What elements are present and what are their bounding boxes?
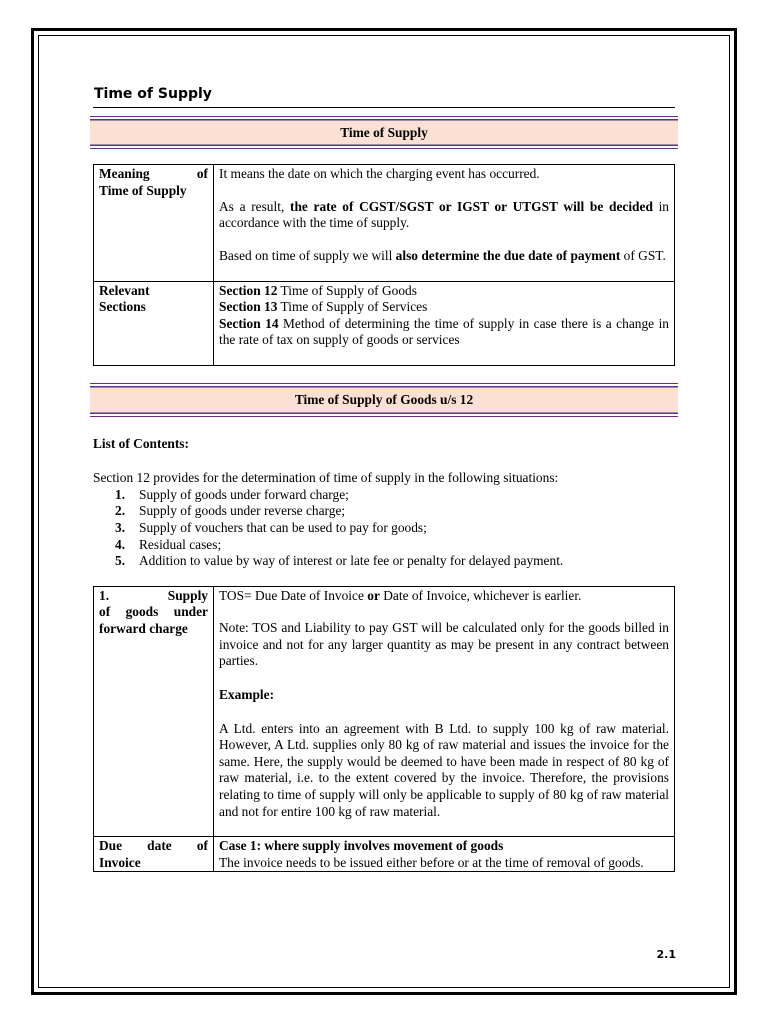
meaning-paragraph: As a result, the rate of CGST/SGST or IGST or UTGST will be decided in accordance with the time of supply. <box>219 198 669 231</box>
forward-charge-table <box>93 586 675 873</box>
forward-charge-label-cell: 1. Supply of goods under forward charge <box>94 586 214 837</box>
list-item: 3. Supply of vouchers that can be used to pay for goods; <box>115 519 427 535</box>
table-row <box>94 586 675 837</box>
section-entry: Section 12 Time of Supply of Goods <box>219 282 417 298</box>
example-heading: Example: <box>219 687 275 703</box>
forward-charge-text-cell <box>214 586 675 837</box>
note-paragraph: Note: TOS and Liability to pay GST will be calculated only for the goods billed in invoice and not for any larger quantity as may be present in any contract between parties. <box>219 620 669 669</box>
case-text: The invoice needs to be issued either before or at the time of removal of goods. <box>219 854 644 870</box>
meaning-table <box>93 164 675 366</box>
relevant-sections-label-cell: Relevant Sections <box>94 281 214 365</box>
due-date-label-cell: Due date of Invoice <box>94 837 214 872</box>
meaning-label-cell <box>94 165 214 281</box>
section-entry: Section 13 Time of Supply of Services <box>219 299 428 315</box>
example-paragraph: A Ltd. enters into an agreement with B Ltd. to supply 100 kg of raw material. However, A Ltd. supplies only 80 kg of raw material and issues the invoice for the same. Here, the supply would be deemed to have been made in respect of 80 kg of raw material, i.e. to the extent covered by the invoice. Therefore, the provisions relating to time of supply will only be applicable to supply of 80 kg of raw material and not for entire 100 kg of raw material. <box>219 720 669 819</box>
section-banner-time-of-supply <box>90 116 678 150</box>
banner-bottom-rule <box>90 145 678 149</box>
document-title: Time of Supply <box>93 86 675 108</box>
meaning-paragraph: It means the date on which the charging event has occurred. <box>219 166 540 182</box>
table-row <box>94 281 675 365</box>
banner-title: Time of Supply of Goods u/s 12 <box>90 387 678 413</box>
banner-title: Time of Supply <box>90 120 678 146</box>
table-row <box>94 165 675 281</box>
tos-rule: TOS= Due Date of Invoice or Date of Invoice, whichever is earlier. <box>219 587 582 603</box>
due-date-text-cell <box>214 837 675 872</box>
list-item: 5. Addition to value by way of interest or late fee or penalty for delayed payment. <box>115 553 564 569</box>
list-of-contents-title: List of Contents: <box>93 435 189 451</box>
page-content <box>93 86 675 872</box>
meaning-label-word: Meaning <box>99 166 150 182</box>
page-number: 2.1 <box>656 948 676 961</box>
meaning-paragraph: Based on time of supply we will also determine the due date of payment of GST. <box>219 247 666 263</box>
list-item: 4. Residual cases; <box>115 536 222 552</box>
list-intro: Section 12 provides for the determination of time of supply in the following situations: <box>93 470 559 486</box>
section-banner-goods-u-s-12 <box>90 383 678 417</box>
list-item: 2. Supply of goods under reverse charge; <box>115 503 346 519</box>
relevant-sections-cell <box>214 281 675 365</box>
section-entry: Section 14 Method of determining the time of supply in case there is a change in the rate of tax on supply of goods or services <box>219 315 669 348</box>
meaning-label-word: of <box>196 166 208 182</box>
banner-bottom-rule <box>90 413 678 417</box>
meaning-label-line: Time of Supply <box>99 182 187 198</box>
contents-list <box>93 487 675 570</box>
table-row <box>94 837 675 872</box>
list-item: 1. Supply of goods under forward charge; <box>115 486 349 502</box>
case-title: Case 1: where supply involves movement of goods <box>219 838 504 854</box>
meaning-text-cell <box>214 165 675 281</box>
